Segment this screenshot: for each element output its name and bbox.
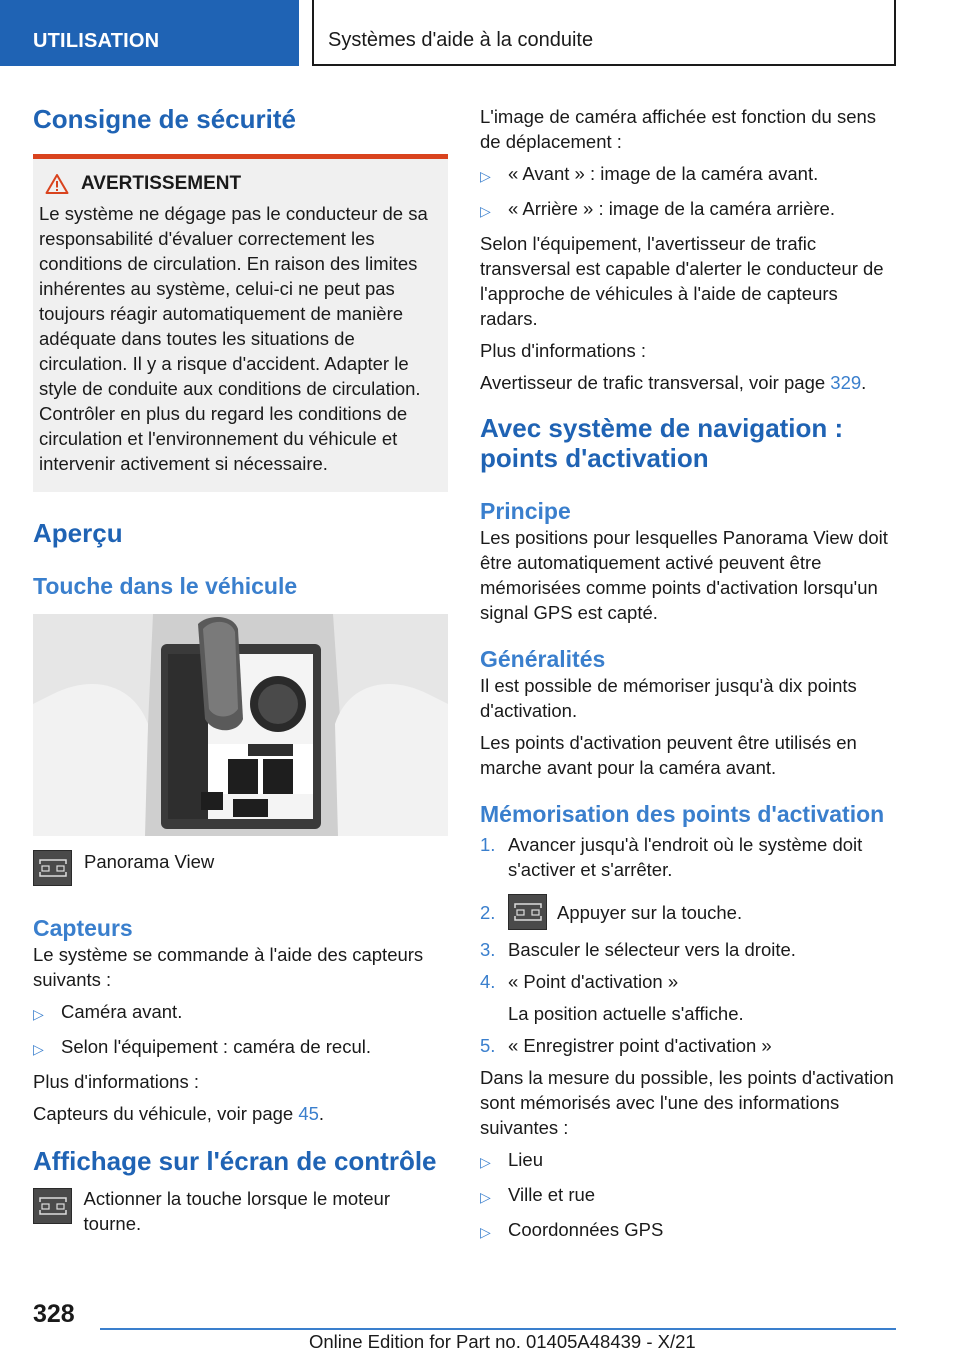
step-item: 4. « Point d'activation » (480, 971, 679, 992)
display-row (33, 1188, 448, 1243)
button-caption-row (33, 850, 448, 886)
overview-title: Aperçu (33, 518, 123, 548)
sensors-intro: Le système se commande à l'aide des capteurs suivants : (33, 944, 424, 990)
traffic-text: Selon l'équipement, l'avertisseur de trafic transversal est capable d'alerter le conducteur de l'approche de véhicules à l'aide de capteurs radars. (480, 233, 884, 329)
bullet-triangle-icon: ▷ (480, 1154, 491, 1170)
warning-header (39, 173, 440, 195)
more-info-label: Plus d'informations : (480, 340, 646, 361)
display-title: Affichage sur l'écran de contrôle (33, 1146, 437, 1176)
button-title: Touche dans le véhicule (33, 573, 298, 599)
list-item: ▷ Lieu (480, 1147, 900, 1175)
center-console-photo (33, 614, 448, 836)
intro-text: L'image de caméra affichée est fonction du sens de déplacement : (480, 106, 877, 152)
button-caption: Panorama View (84, 851, 215, 872)
principle-text: Les positions pour lesquelles Panorama View doit être automatiquement activé peuvent être mémorisées comme points d'activation lorsqu'un signal GPS est capté. (480, 527, 888, 623)
footer-edition: Online Edition for Part no. 01405A48439 - X/21 (309, 1331, 696, 1352)
page-link-45[interactable]: 45 (298, 1103, 319, 1124)
list-item: ▷ Coordonnées GPS (480, 1217, 900, 1245)
page-header (0, 0, 960, 66)
step-item: 5. « Enregistrer point d'activation » (480, 1035, 772, 1056)
display-text: Actionner la touche lorsque le moteur tourne. (83, 1188, 390, 1234)
bullet-triangle-icon: ▷ (480, 168, 491, 184)
section-tab[interactable]: UTILISATION (0, 0, 299, 66)
list-item: ▷ « Avant » : image de la caméra avant. (480, 161, 900, 189)
step-item: 3. Basculer le sélecteur vers la droite. (480, 939, 796, 960)
general-text-2: Les points d'activation peuvent être utilisés en marche avant pour la caméra avant. (480, 732, 857, 778)
chapter-tab[interactable]: Systèmes d'aide à la conduite (312, 0, 896, 66)
memo-text: Dans la mesure du possible, les points d'activation sont mémorisés avec l'une des informations suivantes : (480, 1067, 894, 1138)
page-number: 328 (33, 1300, 75, 1328)
bullet-triangle-icon: ▷ (480, 203, 491, 219)
step-item: 2. Appuyer sur la touche. (480, 894, 900, 930)
sensors-title: Capteurs (33, 915, 133, 941)
center-console-image (33, 614, 448, 836)
list-item: ▷ Selon l'équipement : caméra de recul. (33, 1034, 448, 1062)
warning-box (33, 154, 448, 492)
memo-title: Mémorisation des points d'activation (480, 801, 885, 827)
warning-text: Le système ne dégage pas le conducteur de sa responsabilité d'évaluer correctement les conditions de circulation. En raison des limites inhérentes au système, celui-ci ne peut pas toujours réagir automatiquement de manière adéquate dans toutes les situations de circulation. Il y a risque d'accident. Adapter le style de conduite aux conditions de circulation. Contrôler en plus du regard les conditions de circulation et l'environnement du véhicule et intervenir activement si nécessaire. (39, 203, 428, 474)
panorama-view-icon (33, 850, 72, 886)
principle-title: Principe (480, 498, 571, 524)
general-title: Généralités (480, 646, 606, 672)
panorama-view-icon (33, 1188, 72, 1224)
sensors-reference: Capteurs du véhicule, voir page 45. (33, 1103, 325, 1124)
footer-divider (100, 1328, 896, 1330)
right-column (480, 90, 900, 1252)
warning-icon (45, 173, 69, 195)
list-item: ▷ Ville et rue (480, 1182, 900, 1210)
list-item: ▷ « Arrière » : image de la caméra arrière. (480, 196, 900, 224)
nav-title: Avec système de navigation : points d'activation (480, 413, 844, 473)
bullet-triangle-icon: ▷ (33, 1041, 44, 1057)
step-item: 1. Avancer jusqu'à l'endroit où le système doit s'activer et s'arrêter. (480, 834, 863, 880)
more-info-label: Plus d'informations : (33, 1071, 199, 1092)
safety-title: Consigne de sécurité (33, 104, 296, 134)
warning-title: AVERTISSEMENT (81, 173, 242, 194)
left-column (33, 90, 448, 1243)
step-4-result: La position actuelle s'affiche. (508, 1003, 744, 1024)
bullet-triangle-icon: ▷ (480, 1189, 491, 1205)
page-link-329[interactable]: 329 (830, 372, 862, 393)
bullet-triangle-icon: ▷ (33, 1006, 44, 1022)
panorama-view-icon (508, 894, 547, 930)
list-item: ▷ Caméra avant. (33, 999, 448, 1027)
bullet-triangle-icon: ▷ (480, 1224, 491, 1240)
traffic-reference: Avertisseur de trafic transversal, voir page 329. (480, 372, 867, 393)
general-text-1: Il est possible de mémoriser jusqu'à dix points d'activation. (480, 675, 857, 721)
